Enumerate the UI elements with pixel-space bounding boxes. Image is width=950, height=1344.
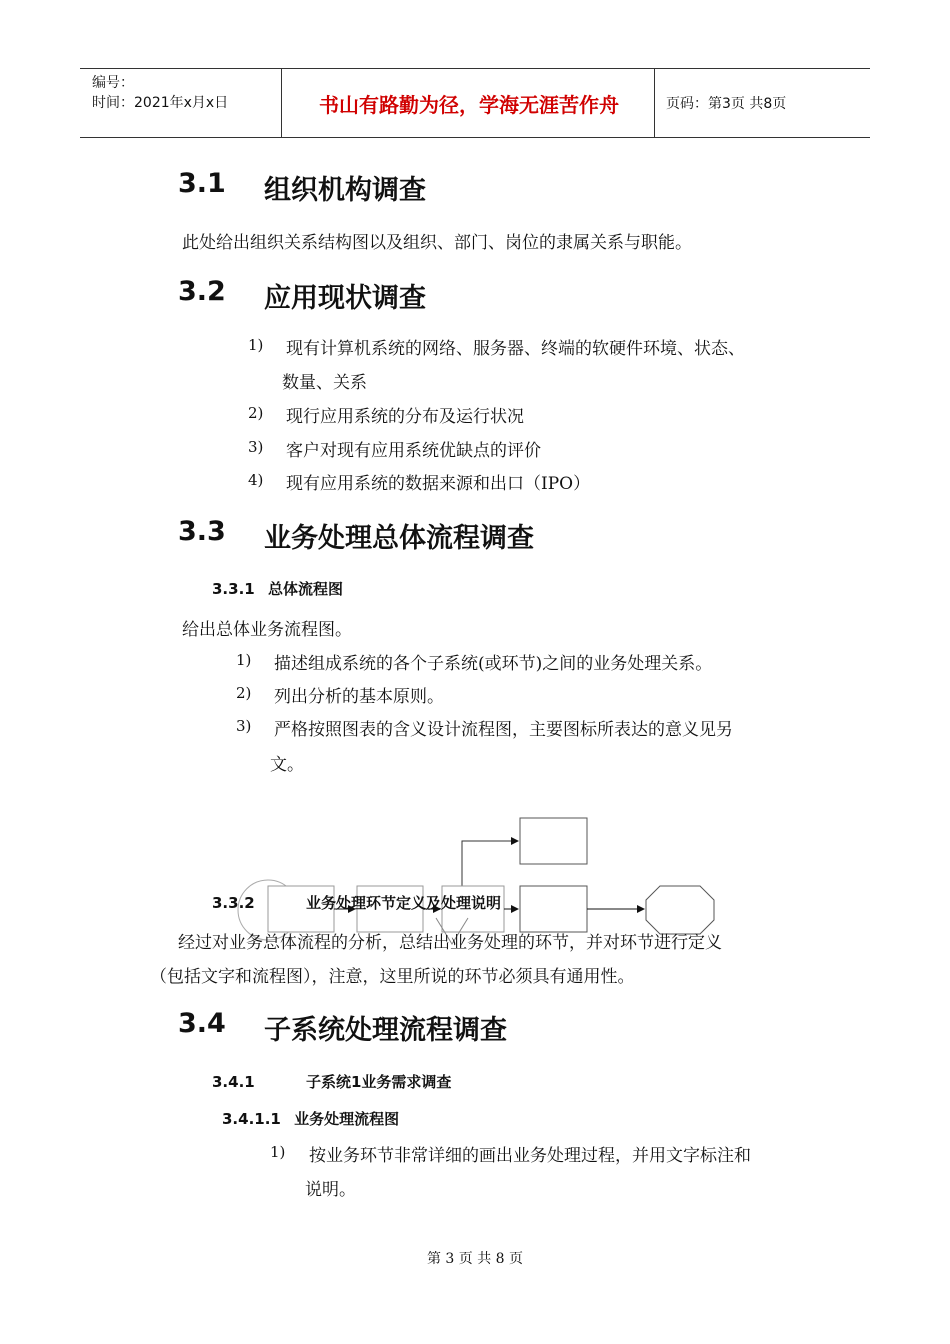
section-title: 子系统处理流程调查 [264,1015,507,1046]
list-item-number: 1) [236,651,252,669]
header-motto: 书山有路勤为径，学海无涯苦作舟 [319,92,619,117]
list-item-continuation: 说明。 [305,1180,356,1200]
subsection-title: 业务处理流程图 [294,1110,400,1128]
list-item-text: 列出分析的基本原则。 [274,687,444,707]
section-number: 3.1 [178,168,226,199]
list-item-text: 现行应用系统的分布及运行状况 [286,407,524,427]
list-item-text: 现有应用系统的数据来源和出口（IPO） [286,474,591,494]
section-title: 应用现状调查 [264,283,426,314]
list-item-number: 2) [248,404,264,422]
list-item-number: 3) [236,717,252,735]
subsection-heading-3-4-1 [212,1071,451,1092]
page-footer: 第 3 页 共 8 页 [426,1251,524,1267]
flow-box-top [520,818,587,864]
list-item-text: 严格按照图表的含义设计流程图，主要图标所表达的意义见另 [274,720,733,740]
list-item-number: 3) [248,438,264,456]
header-page-info: 页码：第3页 共8页 [666,96,787,112]
subsection-title: 业务处理环节定义及处理说明 [305,894,501,912]
section-para-line: （包括文字和流程图），注意，这里所说的环节必须具有通用性。 [150,967,635,987]
list-item-text: 描述组成系统的各个子系统(或环节)之间的业务处理关系。 [274,654,713,674]
subsection-number: 3.4.1 [212,1073,255,1091]
flow-end-node [646,886,714,934]
list-item-continuation: 数量、关系 [282,373,367,393]
subsection-title: 子系统1业务需求调查 [305,1073,452,1091]
section-number: 3.2 [178,276,226,307]
list-item-number: 1) [248,336,264,354]
flow-box-4 [520,886,587,932]
section-title: 组织机构调查 [264,175,426,206]
subsection-heading-3-3-2 [212,892,501,913]
section-para-line: 经过对业务总体流程的分析，总结出业务处理的环节，并对环节进行定义 [178,933,722,953]
section-intro-3-3: 给出总体业务流程图。 [182,620,352,640]
list-item-text: 按业务环节非常详细的画出业务处理过程，并用文字标注和 [309,1146,751,1166]
list-item-number: 2) [236,684,252,702]
section-number: 3.4 [178,1008,226,1039]
subsection-number: 3.4.1.1 [222,1110,281,1128]
subsection-title: 总体流程图 [267,580,343,598]
list-item-number: 4) [248,471,264,489]
section-heading-3-4 [178,1008,678,1044]
header-time-label: 时间：2021年x月x日 [92,95,229,111]
list-item-number: 1) [270,1143,286,1161]
subsection-heading-3-4-1-1 [222,1108,399,1129]
section-number: 3.3 [178,516,226,547]
list-item-text: 现有计算机系统的网络、服务器、终端的软硬件环境、状态、 [286,339,745,359]
subsection-number: 3.3.2 [212,894,255,912]
list-item-text: 客户对现有应用系统优缺点的评价 [286,441,541,461]
list-item-continuation: 文。 [270,755,304,775]
header-id-label: 编号： [92,75,134,91]
section-body-3-1: 此处给出组织关系结构图以及组织、部门、岗位的隶属关系与职能。 [182,233,692,253]
section-title: 业务处理总体流程调查 [264,523,534,554]
subsection-number: 3.3.1 [212,580,255,598]
